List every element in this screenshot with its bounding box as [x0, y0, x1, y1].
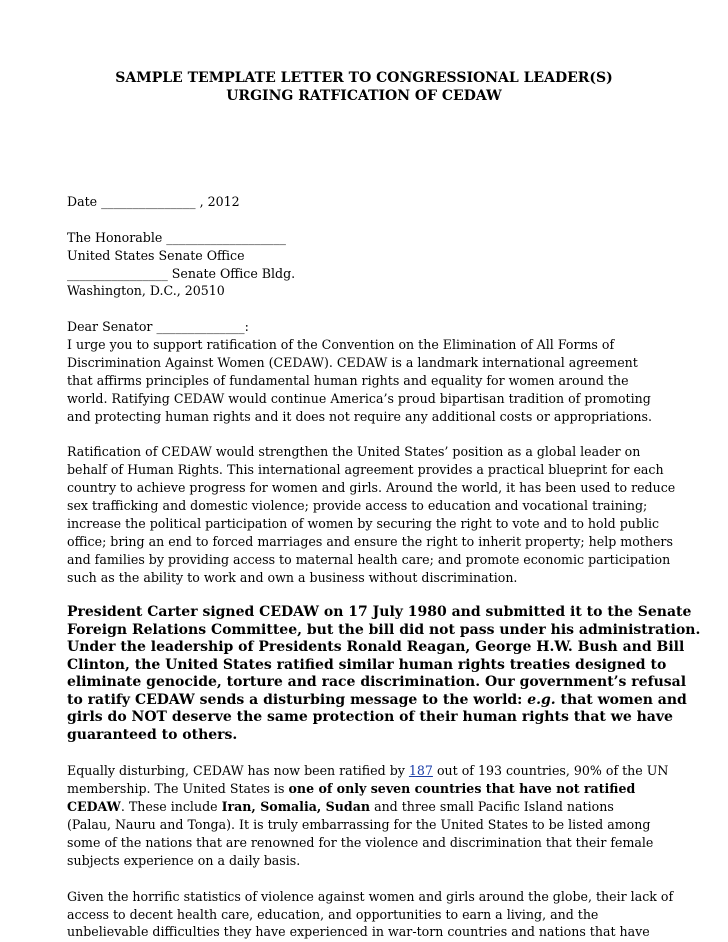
paragraph-line: behalf of Human Rights. This international agreement provides a practical blueprint for each — [67, 462, 664, 478]
paragraph-line — [67, 780, 667, 798]
paragraph-line: subjects experience on a daily basis. — [67, 852, 301, 868]
letter-body — [67, 193, 701, 941]
title-line-2: URGING RATFICATION OF CEDAW — [226, 88, 502, 104]
ratified-count-link[interactable]: 187 — [408, 763, 433, 779]
bold-run: CEDAW — [67, 799, 121, 815]
office-line: United States Senate Office — [67, 247, 245, 263]
text-run: membership. The United States is — [67, 781, 289, 797]
paragraph-1 — [67, 336, 667, 425]
city-line: Washington, D.C., 20510 — [67, 283, 225, 299]
paragraph-line: President Carter signed CEDAW on 17 July 1980 and submitted it to the Senate — [67, 604, 692, 621]
paragraph-line: world. Ratifying CEDAW would continue America’s proud bipartisan tradition of promoting — [67, 390, 651, 406]
paragraph-line: that affirms principles of fundamental human rights and equality for women around the — [67, 372, 629, 388]
paragraph-line: Discrimination Against Women (CEDAW). CEDAW is a landmark international agreement — [67, 355, 638, 371]
paragraph-line: increase the political participation of women by securing the right to vote and to hold public — [67, 516, 660, 532]
paragraph-line: and protecting human rights and it does not require any additional costs or appropriations. — [67, 408, 653, 424]
honorable-line[interactable]: The Honorable ___________________ — [67, 229, 286, 245]
text-run: that women and — [555, 691, 687, 708]
letter-title — [40, 69, 688, 105]
paragraph-line: such as the ability to work and own a business without discrimination. — [67, 569, 518, 585]
text-run: and three small Pacific Island nations — [370, 799, 614, 815]
paragraph-4 — [67, 762, 667, 869]
date-line[interactable]: Date _______________ , 2012 — [67, 194, 240, 209]
bold-run: one of only seven countries that have not ratified — [288, 781, 636, 797]
bold-run: Iran, Somalia, Sudan — [221, 799, 371, 815]
paragraph-line: Given the horrific statistics of violence against women and girls around the globe, their lack of — [67, 888, 674, 904]
paragraph-line — [67, 762, 667, 780]
paragraph-line: eliminate genocide, torture and race discrimination. Our government’s refusal — [67, 674, 687, 691]
paragraph-line: unbelievable difficulties they have experienced in war-torn countries and nations that have — [67, 924, 650, 940]
paragraph-line: guaranteed to others. — [67, 726, 238, 743]
paragraph-line: girls do NOT deserve the same protection of their human rights that we have — [67, 709, 673, 726]
text-run: . These include — [120, 799, 222, 815]
text-run: Equally disturbing, CEDAW has now been ratified by — [67, 763, 409, 779]
text-run: out of 193 countries, 90% of the UN — [432, 763, 669, 779]
eg-italic: e.g. — [527, 691, 556, 708]
bldg-line[interactable]: ________________ Senate Office Bldg. — [67, 265, 296, 281]
paragraph-line: office; bring an end to forced marriages and ensure the right to inherit property; help mothers — [67, 533, 673, 549]
paragraph-line: Clinton, the United States ratified similar human rights treaties designed to — [67, 656, 667, 673]
paragraph-line: some of the nations that are renowned for the violence and discrimination that their female — [67, 834, 654, 850]
paragraph-line: country to achieve progress for women and girls. Around the world, it has been used to reduce — [67, 480, 676, 496]
paragraph-line: I urge you to support ratification of the Convention on the Elimination of All Forms of — [67, 337, 615, 353]
paragraph-line: (Palau, Nauru and Tonga). It is truly embarrassing for the United States to be listed among — [67, 817, 651, 833]
text-run: to ratify CEDAW sends a disturbing message to the world: — [67, 691, 528, 708]
paragraph-line: and families by providing access to maternal health care; and promote economic participation — [67, 551, 671, 567]
paragraph-line — [67, 798, 667, 816]
paragraph-line: Foreign Relations Committee, but the bill did not pass under his administration. — [67, 621, 701, 638]
paragraph-line: Under the leadership of Presidents Ronald Reagan, George H.W. Bush and Bill — [67, 639, 685, 656]
paragraph-2 — [67, 443, 676, 586]
paragraph-line: sex trafficking and domestic violence; provide access to education and vocational training; — [67, 498, 648, 514]
paragraph-line — [67, 691, 687, 710]
paragraph-line: access to decent health care, education, and opportunities to earn a living, and the — [67, 906, 599, 922]
paragraph-line: Ratification of CEDAW would strengthen the United States’ position as a global leader on — [67, 444, 641, 460]
paragraph-5 — [67, 888, 674, 942]
paragraph-3-bold — [67, 604, 701, 744]
title-line-1: SAMPLE TEMPLATE LETTER TO CONGRESSIONAL LEADER(S) — [115, 70, 613, 86]
salutation[interactable]: Dear Senator ______________: — [67, 319, 249, 335]
